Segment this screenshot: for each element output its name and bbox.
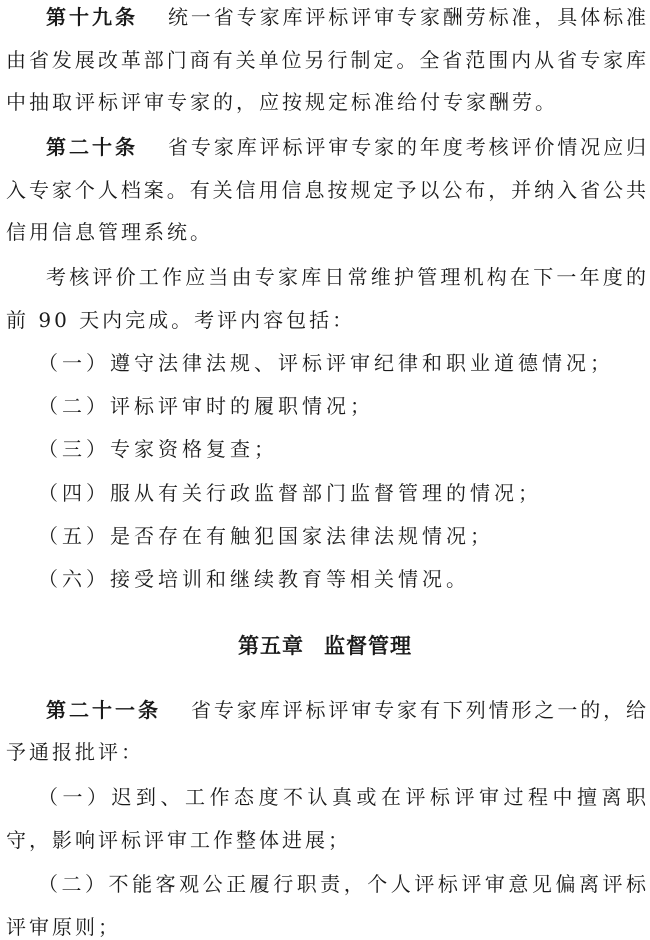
list-item-continuation: 守，影响评标评审工作整体进展；	[6, 828, 351, 852]
article-19-heading: 第十九条	[46, 5, 138, 29]
article-20-para2-line-1: 考核评价工作应当由专家库日常维护管理机构在下一年度的	[46, 265, 646, 289]
list-item: （六）接受培训和继续教育等相关情况。	[38, 567, 470, 591]
list-item-continuation: 评审原则；	[6, 915, 121, 939]
list-item: （一）遵守法律法规、评标评审纪律和职业道德情况；	[38, 351, 614, 375]
list-item: （二）评标评审时的履职情况；	[38, 394, 374, 418]
chapter-title: 监督管理	[324, 634, 412, 658]
list-item: （三）专家资格复查；	[38, 437, 278, 461]
article-20-line-1	[46, 134, 646, 160]
list-item: （二）不能客观公正履行职责，个人评标评审意见偏离评标	[38, 872, 646, 896]
article-20-heading: 第二十条	[46, 135, 138, 159]
chapter-number: 第五章	[238, 634, 304, 658]
article-19-line-2: 由省发展改革部门商有关单位另行制定。全省范围内从省专家库	[6, 48, 646, 72]
article-19-line-3: 中抽取评标评审专家的，应按规定标准给付专家酬劳。	[6, 90, 558, 114]
article-21-heading: 第二十一条	[46, 698, 161, 722]
article-20-text: 省专家库评标评审专家的年度考核评价情况应归	[168, 135, 646, 159]
list-item: （五）是否存在有触犯国家法律法规情况；	[38, 524, 494, 548]
article-19-line-1	[46, 4, 646, 30]
article-20-line-2: 入专家个人档案。有关信用信息按规定予以公布，并纳入省公共	[6, 178, 646, 202]
list-item: （四）服从有关行政监督部门监督管理的情况；	[38, 481, 542, 505]
article-19-text: 统一省专家库评标评审专家酬劳标准，具体标准	[168, 5, 646, 29]
list-item: （一）迟到、工作态度不认真或在评标评审过程中擅离职	[38, 785, 646, 809]
article-20-para2-line-2: 前 90 天内完成。考评内容包括：	[6, 308, 356, 332]
article-21-line-2: 予通报批评：	[6, 740, 144, 764]
article-21-line-1	[46, 697, 646, 723]
article-21-text: 省专家库评标评审专家有下列情形之一的，给	[191, 698, 646, 722]
chapter-heading	[0, 630, 650, 660]
article-20-line-3: 信用信息管理系统。	[6, 220, 213, 244]
